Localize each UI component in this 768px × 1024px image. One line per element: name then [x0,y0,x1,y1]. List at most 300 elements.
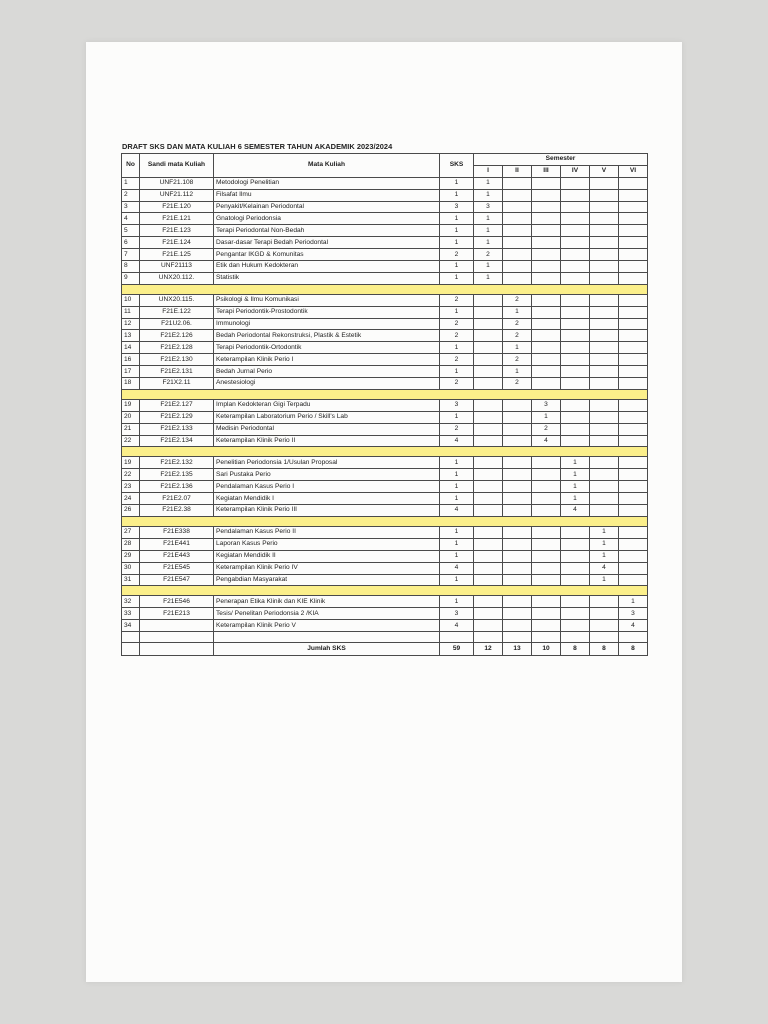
table-row [122,399,648,411]
row-number: 34 [122,620,140,632]
row-number: 27 [122,526,140,538]
semester-3-cell [532,177,561,189]
separator-band [122,516,648,526]
semester-1-cell [474,423,503,435]
header-semester-6: VI [619,165,648,177]
course-name: Keterampilan Klinik Perio III [214,505,440,517]
row-number: 31 [122,574,140,586]
course-code: F21E546 [140,596,214,608]
semester-4-cell [561,378,590,390]
row-number: 20 [122,411,140,423]
course-name: Pendalaman Kasus Perio I [214,481,440,493]
row-number: 17 [122,366,140,378]
table-row [122,608,648,620]
semester-5-cell [590,306,619,318]
course-name: Bedah Jurnal Perio [214,366,440,378]
row-number: 1 [122,177,140,189]
course-name: Gnatologi Periodonsia [214,213,440,225]
table-row [122,330,648,342]
course-table [121,153,648,656]
course-code: F21E547 [140,574,214,586]
row-number: 23 [122,481,140,493]
semester-2-cell: 2 [503,354,532,366]
semester-1-cell [474,493,503,505]
semester-4-cell [561,249,590,261]
semester-4-cell [561,294,590,306]
row-number: 22 [122,469,140,481]
course-name: Metodologi Penelitian [214,177,440,189]
row-number: 30 [122,562,140,574]
header-semester-1: I [474,165,503,177]
table-body [122,177,648,655]
row-number: 10 [122,294,140,306]
table-row [122,318,648,330]
semester-separator [122,447,648,457]
blank-cell [503,632,532,643]
blank-cell [474,632,503,643]
semester-2-cell [503,249,532,261]
course-code: F21E2.07 [140,493,214,505]
row-number: 8 [122,261,140,273]
semester-4-cell [561,272,590,284]
course-sks: 2 [440,423,474,435]
semester-1-cell: 1 [474,177,503,189]
semester-6-cell [619,481,648,493]
course-code: F21E2.128 [140,342,214,354]
row-number: 4 [122,213,140,225]
course-name: Immunologi [214,318,440,330]
course-code: F21E2.132 [140,457,214,469]
semester-5-cell [590,237,619,249]
semester-1-cell [474,411,503,423]
semester-3-cell [532,213,561,225]
semester-1-cell [474,526,503,538]
semester-3-cell [532,272,561,284]
total-label: Jumlah SKS [214,643,440,656]
semester-1-cell [474,318,503,330]
semester-1-cell [474,330,503,342]
semester-3-cell [532,608,561,620]
course-code: F21E.122 [140,306,214,318]
row-number: 14 [122,342,140,354]
semester-3-cell [532,294,561,306]
semester-2-cell [503,213,532,225]
course-code: F21E2.135 [140,469,214,481]
course-sks: 4 [440,562,474,574]
table-row [122,411,648,423]
table-row [122,620,648,632]
course-code: F21E.120 [140,201,214,213]
blank-cell [532,632,561,643]
semester-6-cell [619,272,648,284]
semester-3-cell: 1 [532,411,561,423]
table-row [122,469,648,481]
blank-cell [590,632,619,643]
course-sks: 2 [440,249,474,261]
semester-2-cell [503,177,532,189]
semester-1-cell: 1 [474,237,503,249]
semester-1-cell [474,306,503,318]
semester-6-cell [619,378,648,390]
header-semester-2: II [503,165,532,177]
semester-2-cell: 1 [503,366,532,378]
semester-4-cell [561,306,590,318]
course-code: F21E441 [140,538,214,550]
table-row [122,261,648,273]
row-number: 26 [122,505,140,517]
course-name: Keterampilan Laboratorium Perio / Skill's Lab [214,411,440,423]
course-name: Psikologi & Ilmu Komunikasi [214,294,440,306]
semester-separator [122,586,648,596]
semester-2-cell [503,574,532,586]
semester-2-cell [503,550,532,562]
course-name: Statistik [214,272,440,284]
row-number: 22 [122,435,140,447]
semester-1-cell [474,481,503,493]
course-name: Pengantar IKGD & Komunitas [214,249,440,261]
semester-5-cell [590,342,619,354]
course-sks: 1 [440,366,474,378]
course-code: F21E.121 [140,213,214,225]
course-code: F21E2.38 [140,505,214,517]
semester-3-cell [532,306,561,318]
semester-2-cell [503,538,532,550]
semester-5-cell [590,596,619,608]
semester-1-cell [474,562,503,574]
semester-5-cell [590,435,619,447]
total-semester-5: 8 [590,643,619,656]
course-sks: 1 [440,550,474,562]
blank-cell [122,632,140,643]
table-row [122,201,648,213]
semester-3-cell [532,318,561,330]
header-semester-3: III [532,165,561,177]
course-code: F21E.124 [140,237,214,249]
semester-4-cell: 1 [561,481,590,493]
semester-4-cell [561,213,590,225]
row-number: 33 [122,608,140,620]
semester-1-cell: 3 [474,201,503,213]
course-name: Keterampilan Klinik Perio V [214,620,440,632]
semester-4-cell [561,538,590,550]
course-sks: 4 [440,435,474,447]
course-sks: 1 [440,493,474,505]
row-number: 19 [122,457,140,469]
course-sks: 1 [440,213,474,225]
semester-2-cell: 1 [503,306,532,318]
semester-3-cell: 2 [532,423,561,435]
semester-6-cell [619,318,648,330]
row-number: 29 [122,550,140,562]
semester-1-cell: 1 [474,189,503,201]
semester-1-cell: 1 [474,213,503,225]
course-sks: 1 [440,189,474,201]
semester-6-cell [619,493,648,505]
semester-5-cell: 4 [590,562,619,574]
semester-1-cell [474,399,503,411]
semester-4-cell [561,399,590,411]
semester-6-cell: 1 [619,596,648,608]
semester-4-cell [561,608,590,620]
semester-2-cell [503,237,532,249]
semester-6-cell [619,330,648,342]
semester-1-cell: 1 [474,272,503,284]
course-sks: 1 [440,342,474,354]
semester-6-cell [619,423,648,435]
semester-2-cell [503,272,532,284]
semester-1-cell [474,342,503,354]
course-name: Bedah Periodontal Rekonstruksi, Plastik & Estetik [214,330,440,342]
semester-6-cell [619,562,648,574]
course-name: Keterampilan Klinik Perio IV [214,562,440,574]
course-sks: 1 [440,457,474,469]
semester-3-cell [532,261,561,273]
course-sks: 3 [440,399,474,411]
semester-5-cell: 1 [590,538,619,550]
row-number: 5 [122,225,140,237]
semester-5-cell: 1 [590,526,619,538]
semester-3-cell [532,457,561,469]
semester-1-cell [474,378,503,390]
row-number: 18 [122,378,140,390]
course-code [140,620,214,632]
total-row [122,643,648,656]
total-semester-1: 12 [474,643,503,656]
semester-6-cell [619,342,648,354]
semester-4-cell [561,330,590,342]
semester-1-cell [474,608,503,620]
semester-3-cell [532,342,561,354]
semester-4-cell [561,189,590,201]
course-code: F21E2.136 [140,481,214,493]
table-row [122,177,648,189]
semester-5-cell [590,493,619,505]
semester-2-cell [503,261,532,273]
course-code: F21E2.126 [140,330,214,342]
semester-1-cell [474,538,503,550]
semester-1-cell [474,620,503,632]
row-number: 7 [122,249,140,261]
semester-4-cell [561,596,590,608]
semester-2-cell [503,620,532,632]
semester-6-cell [619,411,648,423]
course-name: Etik dan Hukum Kedokteran [214,261,440,273]
semester-3-cell [532,481,561,493]
table-row [122,342,648,354]
semester-2-cell [503,225,532,237]
semester-5-cell [590,330,619,342]
table-row [122,457,648,469]
blank-cell [561,632,590,643]
course-code: F21E2.133 [140,423,214,435]
course-code: F21E443 [140,550,214,562]
semester-2-cell: 1 [503,342,532,354]
semester-4-cell: 1 [561,457,590,469]
course-name: Anestesiologi [214,378,440,390]
semester-6-cell [619,237,648,249]
course-sks: 1 [440,481,474,493]
semester-1-cell [474,596,503,608]
course-code: UNX20.112. [140,272,214,284]
table-row [122,526,648,538]
table-row [122,562,648,574]
semester-6-cell [619,505,648,517]
course-code: F21X2.11 [140,378,214,390]
semester-5-cell: 1 [590,574,619,586]
course-sks: 2 [440,330,474,342]
semester-4-cell [561,423,590,435]
course-name: Penyakit/Kelainan Periodontal [214,201,440,213]
semester-1-cell [474,469,503,481]
semester-5-cell [590,505,619,517]
header-semester: Semester [474,154,648,166]
semester-5-cell [590,620,619,632]
course-name: Pengabdian Masyarakat [214,574,440,586]
semester-4-cell: 1 [561,493,590,505]
semester-4-cell [561,225,590,237]
course-name: Pendalaman Kasus Perio II [214,526,440,538]
course-sks: 2 [440,378,474,390]
semester-2-cell [503,608,532,620]
semester-5-cell [590,318,619,330]
row-number: 2 [122,189,140,201]
table-row [122,378,648,390]
course-sks: 3 [440,201,474,213]
semester-6-cell [619,550,648,562]
semester-5-cell [590,272,619,284]
semester-6-cell [619,435,648,447]
semester-3-cell [532,249,561,261]
table-row [122,538,648,550]
semester-4-cell [561,366,590,378]
semester-5-cell [590,294,619,306]
course-sks: 3 [440,608,474,620]
semester-2-cell [503,201,532,213]
semester-6-cell [619,294,648,306]
semester-2-cell [503,399,532,411]
semester-2-cell [503,457,532,469]
semester-2-cell [503,411,532,423]
semester-4-cell [561,201,590,213]
semester-3-cell [532,562,561,574]
course-name: Implan Kedokteran Gigi Terpadu [214,399,440,411]
blank-cell [619,632,648,643]
semester-6-cell [619,177,648,189]
semester-3-cell [532,378,561,390]
semester-6-cell [619,225,648,237]
course-sks: 2 [440,294,474,306]
course-name: Kegiatan Mendidik II [214,550,440,562]
course-sks: 1 [440,596,474,608]
course-code: F21E338 [140,526,214,538]
semester-4-cell [561,237,590,249]
semester-2-cell [503,435,532,447]
semester-1-cell [474,574,503,586]
semester-3-cell [532,189,561,201]
semester-3-cell [532,550,561,562]
semester-4-cell [561,526,590,538]
semester-1-cell [474,294,503,306]
semester-2-cell: 2 [503,330,532,342]
course-sks: 4 [440,505,474,517]
semester-1-cell [474,435,503,447]
row-number: 6 [122,237,140,249]
blank-row [122,632,648,643]
semester-6-cell: 4 [619,620,648,632]
total-semester-4: 8 [561,643,590,656]
course-code: UNF21113 [140,261,214,273]
semester-2-cell [503,481,532,493]
semester-3-cell [532,237,561,249]
semester-6-cell: 3 [619,608,648,620]
semester-5-cell [590,457,619,469]
course-sks: 1 [440,237,474,249]
blank-cell [140,632,214,643]
semester-4-cell [561,261,590,273]
table-row [122,249,648,261]
total-sks: 59 [440,643,474,656]
semester-2-cell: 2 [503,318,532,330]
course-code: F21E2.130 [140,354,214,366]
semester-5-cell [590,481,619,493]
semester-3-cell [532,596,561,608]
semester-5-cell [590,225,619,237]
semester-1-cell [474,505,503,517]
semester-separator [122,284,648,294]
semester-6-cell [619,261,648,273]
course-sks: 1 [440,411,474,423]
table-row [122,306,648,318]
semester-2-cell: 2 [503,294,532,306]
total-semester-2: 13 [503,643,532,656]
semester-3-cell: 3 [532,399,561,411]
table-row [122,481,648,493]
course-sks: 1 [440,225,474,237]
semester-6-cell [619,399,648,411]
semester-3-cell [532,574,561,586]
semester-3-cell [532,526,561,538]
table-row [122,505,648,517]
semester-5-cell [590,261,619,273]
semester-5-cell [590,608,619,620]
semester-4-cell [561,318,590,330]
course-code: F21E2.129 [140,411,214,423]
semester-separator [122,516,648,526]
semester-separator [122,389,648,399]
row-number: 19 [122,399,140,411]
table-row [122,423,648,435]
semester-6-cell [619,354,648,366]
semester-6-cell [619,201,648,213]
blank-cell [440,632,474,643]
semester-3-cell [532,201,561,213]
total-semester-3: 10 [532,643,561,656]
row-number: 21 [122,423,140,435]
course-name: Penerapan Etika Klinik dan KIE Klinik [214,596,440,608]
course-sks: 1 [440,538,474,550]
header-semester-4: IV [561,165,590,177]
separator-band [122,586,648,596]
table-row [122,213,648,225]
course-name: Keterampilan Klinik Perio II [214,435,440,447]
semester-3-cell [532,330,561,342]
row-number: 12 [122,318,140,330]
row-number: 11 [122,306,140,318]
semester-6-cell [619,538,648,550]
semester-1-cell [474,354,503,366]
semester-6-cell [619,526,648,538]
semester-5-cell: 1 [590,550,619,562]
